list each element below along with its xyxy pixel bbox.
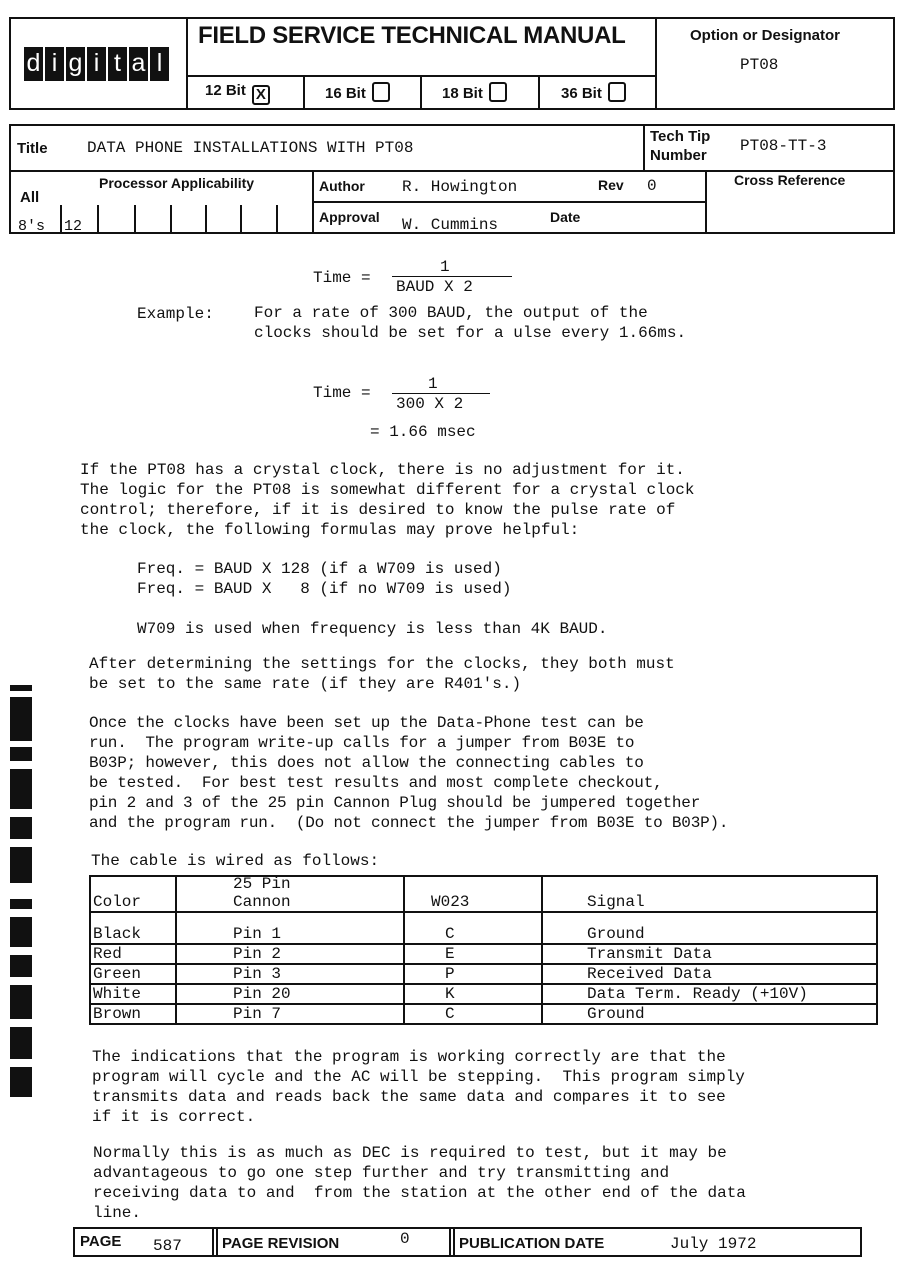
table-row: White Pin 20 K Data Term. Ready (+10V)	[90, 984, 877, 1004]
side-stamp-mark	[4, 685, 40, 1105]
publication-date-label: PUBLICATION DATE	[459, 1235, 605, 1252]
formula1-numerator: 1	[440, 258, 450, 276]
paragraph-data-phone-test: Once the clocks have been set up the Data-Phone test can be run. The program write-up calls for a jumper from B03E to B03P; however, this does not allow the connecting cables to be tested. For best test results and most complete checkout, pin 2 and 3 of the 25 pin Cannon Plug should be jumpered together and the program run. (Do not connect the jumper from B03E to B03P).	[89, 714, 729, 832]
table-row: Red Pin 2 E Transmit Data	[90, 944, 877, 964]
page-number: 587	[153, 1237, 182, 1255]
formula2-lhs: Time =	[313, 384, 371, 402]
author-value: R. Howington	[402, 178, 518, 196]
paragraph-clock-settings: After determining the settings for the clocks, they both must be set to the same rate (if they are R401's.)	[89, 655, 675, 693]
formula1-lhs: Time =	[313, 269, 371, 287]
formula2-result: = 1.66 msec	[370, 423, 476, 441]
table-row: Green Pin 3 P Received Data	[90, 964, 877, 984]
processor-value: 12	[64, 218, 83, 235]
example-label: Example:	[137, 305, 214, 323]
table-header-row	[90, 875, 877, 912]
all-value: 8's	[18, 218, 46, 235]
paragraph-program-indications: The indications that the program is working correctly are that the program will cycle and the AC will be stepping. This program simply transmits data and reads back the same data and compares it to see if it is correct.	[92, 1048, 745, 1126]
formula2-denominator: 300 X 2	[396, 395, 464, 413]
all-label: All	[20, 189, 40, 206]
checkbox-12bit[interactable]: X	[252, 85, 270, 105]
rev-label: Rev	[598, 177, 624, 193]
publication-date-value: July 1972	[670, 1235, 757, 1253]
approval-value: W. Cummins	[402, 216, 499, 234]
header-cannon: 25 Pin Cannon	[176, 875, 404, 912]
formula1-denominator: BAUD X 2	[396, 278, 473, 296]
freq-formula-2: Freq. = BAUD X 8 (if no W709 is used)	[137, 580, 512, 598]
cross-reference-label: Cross Reference	[734, 172, 846, 188]
author-label: Author	[319, 178, 365, 194]
header-color: Color	[90, 875, 176, 912]
approval-label: Approval	[319, 209, 380, 225]
tech-tip-label: Tech Tip Number	[650, 128, 711, 164]
example-line-1: For a rate of 300 BAUD, the output of the	[254, 304, 648, 322]
digital-logo: d i g i t a l	[24, 47, 184, 83]
option-value: PT08	[740, 56, 779, 74]
page-revision-label: PAGE REVISION	[222, 1235, 340, 1252]
example-line-2: clocks should be set for a ulse every 1.66ms.	[254, 324, 687, 342]
checkbox-18bit[interactable]	[489, 82, 507, 102]
formula2-numerator: 1	[428, 375, 438, 393]
title-label: Title	[17, 140, 48, 157]
cable-table	[89, 875, 878, 1025]
header-w023: W023	[404, 875, 542, 912]
checkbox-16bit[interactable]	[372, 82, 390, 102]
date-label: Date	[550, 209, 581, 225]
title-value: DATA PHONE INSTALLATIONS WITH PT08	[87, 139, 414, 157]
bit-12: 12 Bit X	[205, 82, 270, 105]
page-revision-value: 0	[400, 1230, 410, 1248]
freq-formula-1: Freq. = BAUD X 128 (if a W709 is used)	[137, 560, 502, 578]
bit-16: 16 Bit	[325, 82, 390, 102]
page-label: PAGE	[80, 1233, 122, 1250]
bit-18: 18 Bit	[442, 82, 507, 102]
manual-title: FIELD SERVICE TECHNICAL MANUAL	[198, 22, 626, 49]
option-label: Option or Designator	[690, 27, 840, 44]
paragraph-crystal-clock: If the PT08 has a crystal clock, there is no adjustment for it. The logic for the PT08 is somewhat different for a crystal clock control; therefore, if it is desired to know the pulse rate of the clock, the following formulas may prove helpful:	[80, 461, 695, 539]
cable-intro: The cable is wired as follows:	[91, 852, 380, 870]
table-row: Black Pin 1 C Ground	[90, 912, 877, 944]
header-signal: Signal	[542, 875, 877, 912]
paragraph-further-testing: Normally this is as much as DEC is required to test, but it may be advantageous to go one step further and try transmitting and receiving data to and from the station at the other end of the data line.	[93, 1144, 746, 1222]
w709-note: W709 is used when frequency is less than 4K BAUD.	[137, 620, 608, 638]
table-row: Brown Pin 7 C Ground	[90, 1004, 877, 1024]
rev-value: 0	[647, 177, 657, 195]
checkbox-36bit[interactable]	[608, 82, 626, 102]
bit-36: 36 Bit	[561, 82, 626, 102]
tech-tip-value: PT08-TT-3	[740, 137, 827, 155]
processor-label: Processor Applicability	[99, 175, 255, 191]
